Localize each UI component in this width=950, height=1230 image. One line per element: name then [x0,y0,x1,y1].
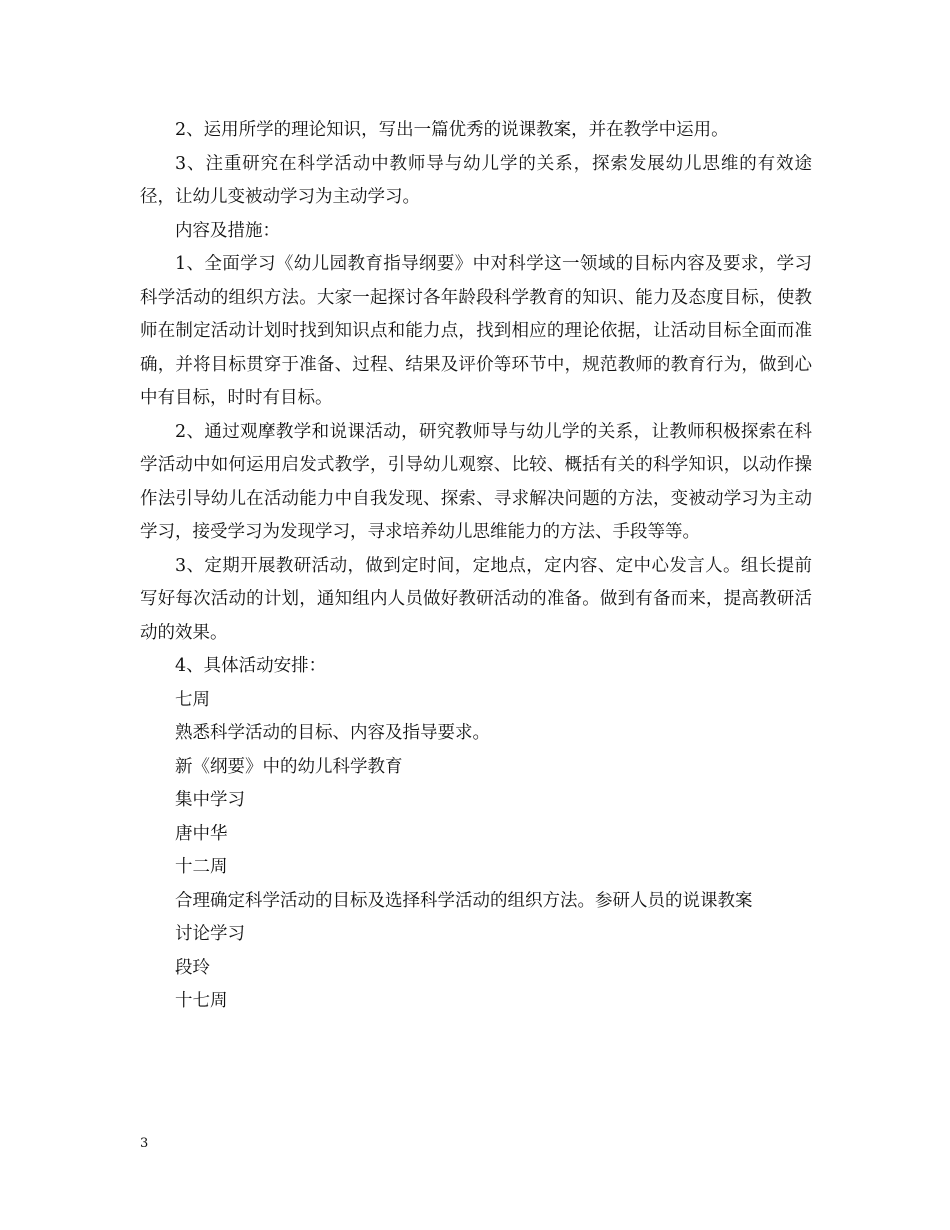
paragraph-measure-2: 2、通过观摩教学和说课活动，研究教师导与幼儿学的关系，让教师积极探索在科学活动中如何运用启发式教学，引导幼儿观察、比较、概括有关的科学知识，以动作操作法引导幼儿在活动能力中自我发现、探索、寻求解决问题的方法，变被动学习为主动学习，接受学习为发现学习，寻求培养幼儿思维能力的方法、手段等等。 [140,421,812,542]
paragraph-goal-3: 3、注重研究在科学活动中教师导与幼儿学的关系，探索发展幼儿思维的有效途径，让幼儿变被动学习为主动学习。 [140,153,812,207]
section-heading-measures: 内容及措施： [175,220,280,241]
paragraph-goal-2: 2、运用所学的理论知识，写出一篇优秀的说课教案，并在教学中运用。 [175,120,729,140]
schedule-week: 十二周 [175,857,228,877]
paragraph-measure-4: 4、具体活动安排： [175,656,327,676]
schedule-week: 七周 [175,689,210,710]
paragraph-measure-3: 3、定期开展教研活动，做到定时间，定地点，定内容、定中心发言人。组长提前写好每次活动的计划，通知组内人员做好教研活动的准备。做到有备而来，提高教研活动的效果。 [140,555,812,643]
schedule-format: 讨论学习 [175,924,245,944]
schedule-presenter: 唐中华 [175,823,228,844]
schedule-format: 集中学习 [175,790,245,810]
schedule-list [140,684,812,1019]
paragraph-measure-1: 1、全面学习《幼儿园教育指导纲要》中对科学这一领域的目标内容及要求，学习科学活动的组织方法。大家一起探讨各年龄段科学教育的知识、能力及态度目标，使教师在制定活动计划时找到知识点和能力点，找到相应的理论依据，让活动目标全面而准确，并将目标贯穿于准备、过程、结果及评价等环节中，规范教师的教育行为，做到心中有目标，时时有目标。 [140,254,812,408]
page-number: 3 [140,1136,149,1151]
schedule-content: 合理确定科学活动的目标及选择科学活动的组织方法。参研人员的说课教案 [175,890,753,911]
schedule-topic: 新《纲要》中的幼儿科学教育 [175,756,403,777]
schedule-presenter: 段玲 [175,957,210,978]
schedule-content: 熟悉科学活动的目标、内容及指导要求。 [175,723,490,743]
schedule-week: 十七周 [175,991,228,1011]
document-body [140,114,812,1019]
